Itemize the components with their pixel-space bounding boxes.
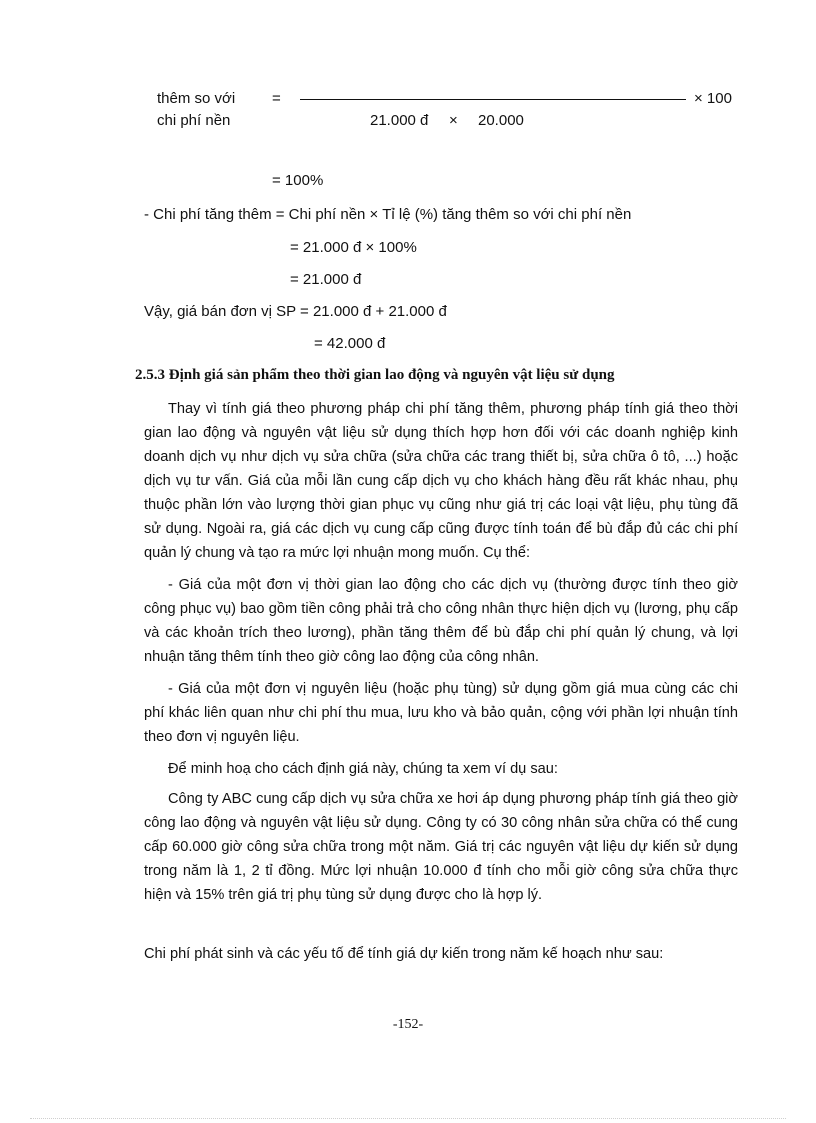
fraction-bar [300,99,686,100]
formula-label-line2: chi phí nền [157,112,231,129]
paragraph-2-text: - Giá của một đơn vị thời gian lao động cho các dịch vụ (thường được tính theo giờ công phục vụ) bao gồm tiền công phải trả cho công nhân thực hiện dịch vụ (lương, phụ cấp và các khoản trích theo lương), phần tăng thêm để bù đắp chi phí quản lý chung, và lợi nhuận tăng thêm tính theo giờ công lao động của công nhân. [144,577,738,665]
paragraph-6: Chi phí phát sinh và các yếu tố để tính giá dự kiến trong năm kế hoạch như sau: [144,946,664,962]
calc-line-2: = 21.000 đ × 100% [290,239,417,256]
formula-equals: = [272,90,281,107]
paragraph-3 [144,677,738,749]
calc-line-4: Vậy, giá bán đơn vị SP = 21.000 đ + 21.000 đ [144,303,447,320]
paragraph-3-text: - Giá của một đơn vị nguyên liệu (hoặc phụ tùng) sử dụng gồm giá mua cùng các chi phí khác liên quan như chi phí thu mua, lưu kho và bảo quản, cộng với phần lợi nhuận tính theo đơn vị nguyên liệu. [144,681,738,745]
paragraph-1-text: Thay vì tính giá theo phương pháp chi phí tăng thêm, phương pháp tính giá theo thời gian lao động và nguyên vật liệu sử dụng thích hợp hơn đối với các doanh nghiệp kinh doanh dịch vụ như dịch vụ sửa chữa (sửa chữa các trang thiết bị, sửa chữa ô tô, ...) hoặc dịch vụ tư vấn. Giá của mỗi lần cung cấp dịch vụ cho khách hàng đều rất khác nhau, phụ thuộc phần lớn vào lượng thời gian phục vụ cũng như giá trị các loại vật liệu, phụ tùng đã sử dụng. Ngoài ra, giá các dịch vụ cung cấp cũng được tính toán để bù đắp đủ các chi phí quản lý chung và tạo ra mức lợi nhuận mong muốn. Cụ thể: [144,401,738,561]
paragraph-2 [144,573,738,669]
calc-line-3: = 21.000 đ [290,271,362,288]
formula-label-line1: thêm so với [157,90,236,107]
formula-denominator-b: 20.000 [478,112,524,129]
formula-denominator-times: × [449,112,458,129]
calc-line-1: - Chi phí tăng thêm = Chi phí nền × Tỉ lệ (%) tăng thêm so với chi phí nền [144,206,632,223]
paragraph-1 [144,397,738,565]
formula-denominator-a: 21.000 đ [370,112,429,129]
paragraph-5-text: Công ty ABC cung cấp dịch vụ sửa chữa xe hơi áp dụng phương pháp tính giá theo giờ công lao động và nguyên vật liệu sử dụng. Công ty có 30 công nhân sửa chữa có thể cung cấp 60.000 giờ công sửa chữa trong một năm. Giá trị các nguyên vật liệu dự kiến sử dụng trong năm là 1, 2 tỉ đồng. Mức lợi nhuận 10.000 đ tính cho mỗi giờ công sửa chữa thực hiện và 15% trên giá trị phụ tùng sử dụng được cho là hợp lý. [144,791,738,903]
formula-times-100: × 100 [694,90,732,107]
paragraph-5 [144,787,738,907]
calc-line-5: = 42.000 đ [314,335,386,352]
paragraph-4 [144,757,738,781]
formula-result: = 100% [272,172,324,189]
page-bottom-border [30,1118,786,1119]
paragraph-4-text: Để minh hoạ cho cách định giá này, chúng ta xem ví dụ sau: [168,761,558,777]
section-heading: 2.5.3 Định giá sản phẩm theo thời gian lao động và nguyên vật liệu sử dụng [135,367,615,383]
page-number: -152- [392,1017,424,1032]
